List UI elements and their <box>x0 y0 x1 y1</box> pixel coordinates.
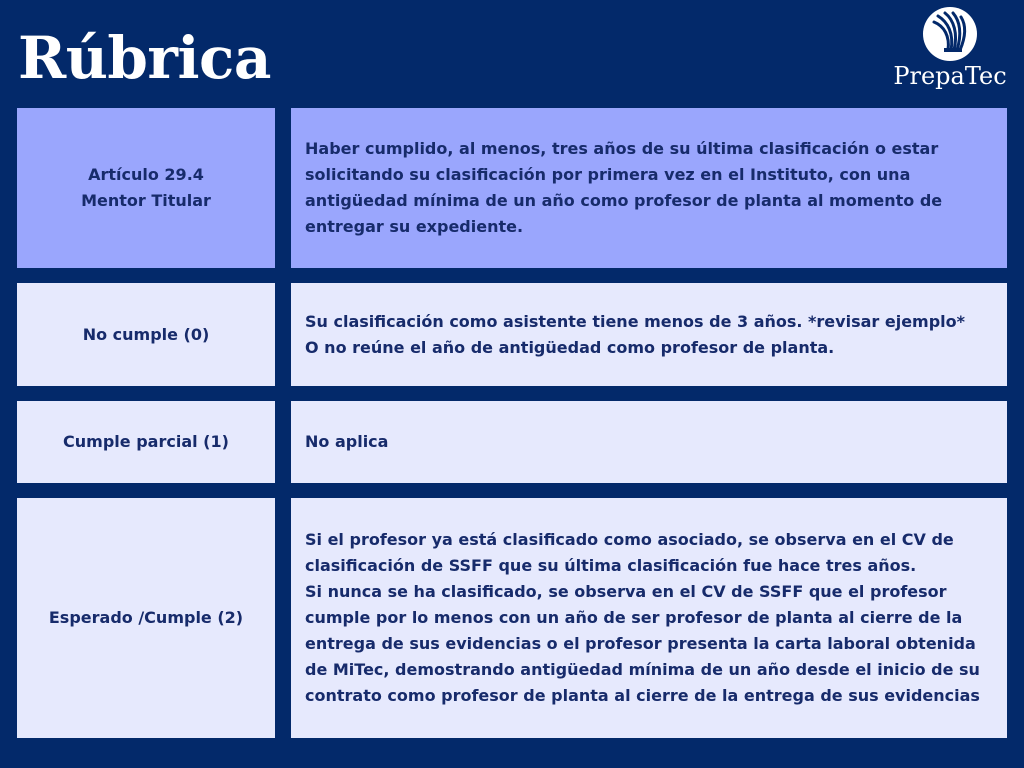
rubric-criteria-cell <box>291 283 1007 386</box>
article-number: Artículo 29.4 <box>88 165 204 184</box>
rubric-level-label: Esperado /Cumple (2) <box>48 608 244 627</box>
rubric-criteria-text: Si el profesor ya está clasificado como asociado, se observa en el CV de clasificación de SSFF que su última clasificación fue hace tres años. Si nunca se ha clasificado, se observa en el CV de SSFF que el profesor cumple por lo menos con un año de ser profesor de planta al cierre de la entrega de sus evidencias o el profesor presenta la carta laboral obtenida de MiTec, demostrando antigüedad mínima de un año desde el inicio de su contrato como profesor de planta al cierre de la entrega de sus evidencias <box>305 530 980 705</box>
rubric-level-label: No cumple (0) <box>82 324 210 344</box>
rubric-level-cell <box>17 401 275 483</box>
article-description: Haber cumplido, al menos, tres años de su última clasificación o estar solicitando su clasificación por primera vez en el Instituto, con una antigüedad mínima de un año como profesor de planta al momento de entregar su expediente. <box>305 139 943 236</box>
rubric-level-cell <box>17 283 275 386</box>
article-role: Mentor Titular <box>81 191 211 210</box>
article-description-cell <box>291 108 1007 268</box>
prepatec-torch-icon <box>920 4 980 64</box>
prepatec-logo <box>880 4 1020 96</box>
rubric-criteria-cell <box>291 401 1007 483</box>
logo-text: PrepaTec <box>893 62 1007 90</box>
rubric-level-cell <box>17 498 275 738</box>
rubric-criteria-text: Su clasificación como asistente tiene menos de 3 años. *revisar ejemplo* O no reúne el año de antigüedad como profesor de planta. <box>305 311 966 357</box>
rubric-level-label: Cumple parcial (1) <box>63 432 229 451</box>
rubric-criteria-text: No aplica <box>305 432 389 451</box>
page-title: Rúbrica <box>18 24 271 92</box>
article-cell <box>17 108 275 268</box>
rubric-criteria-cell <box>291 498 1007 738</box>
